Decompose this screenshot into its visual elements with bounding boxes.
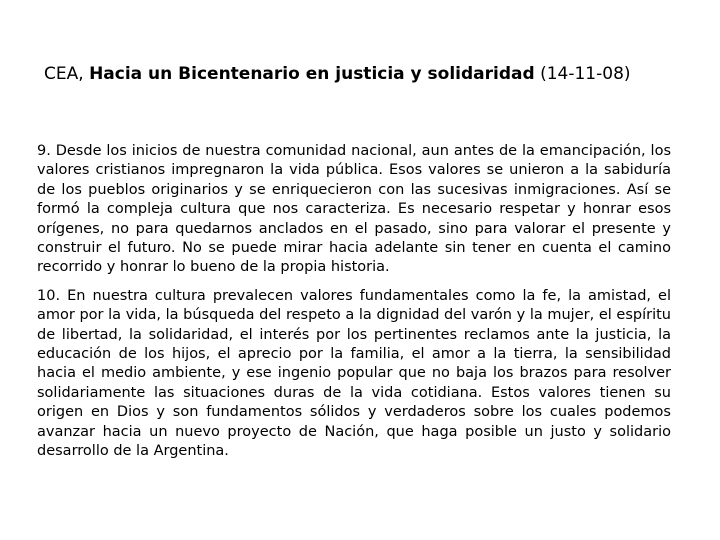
title-source: CEA,: [44, 64, 90, 84]
paragraph-9: 9. Desde los inicios de nuestra comunidad nacional, aun antes de la emancipación, los valores cristianos impregnaron la vida pública. Esos valores se unieron a la sabiduría de los pueblos originarios y se enriquecieron con las sucesivas inmigraciones. Así se formó la compleja cultura que nos caracteriza. Es necesario respetar y honrar esos orígenes, no para quedarnos anclados en el pasado, sino para valorar el presente y construir el futuro. No se puede mirar hacia adelante sin tener en cuenta el camino recorrido y honrar lo bueno de la propia historia.: [37, 143, 671, 276]
slide-title: [44, 62, 684, 86]
slide-body: [37, 142, 671, 471]
paragraph-10: 10. En nuestra cultura prevalecen valores fundamentales como la fe, la amistad, el amor por la vida, la búsqueda del respeto a la dignidad del varón y la mujer, el espíritu de libertad, la solidaridad, el interés por los pertinentes reclamos ante la justicia, la educación de los hijos, el aprecio por la familia, el amor a la tierra, la sensibilidad hacia el medio ambiente, y ese ingenio popular que no baja los brazos para resolver solidariamente las situaciones duras de la vida cotidiana. Estos valores tienen su origen en Dios y son fundamentos sólidos y verdaderos sobre los cuales podemos avanzar hacia un nuevo proyecto de Nación, que haga posible un justo y solidario desarrollo de la Argentina.: [37, 287, 671, 460]
title-date: (14-11-08): [534, 64, 631, 84]
title-document-name: Hacia un Bicentenario en justicia y solidaridad: [89, 64, 535, 84]
